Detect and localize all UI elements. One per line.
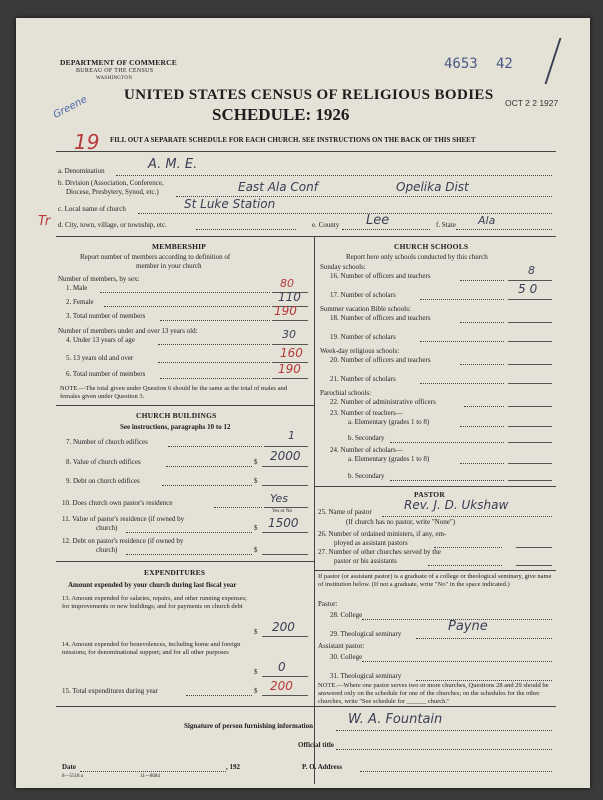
division-value[interactable]: East Ala Conf xyxy=(238,180,318,194)
parochial-schools-label: Parochial schools: xyxy=(320,389,372,397)
q27-label: 27. Number of other churches served by the xyxy=(318,548,441,556)
q4-value[interactable]: 30 xyxy=(282,328,296,341)
denomination-label: a. Denomination xyxy=(58,167,105,175)
sunday-schools-label: Sunday schools: xyxy=(320,263,366,271)
instruction-line: FILL OUT A SEPARATE SCHEDULE FOR EACH CHURCH. SEE INSTRUCTIONS ON THE BACK OF THIS SHEET xyxy=(110,136,476,144)
county-value[interactable]: Lee xyxy=(366,213,390,228)
expenditures-heading: EXPENDITURES xyxy=(144,568,206,577)
q18-label: 18. Number of officers and teachers xyxy=(330,314,431,322)
date-year: , 192 xyxy=(226,763,240,771)
q13-dollar: $ xyxy=(254,628,258,636)
schools-heading: CHURCH SCHOOLS xyxy=(394,242,469,251)
schedule-title: SCHEDULE: 1926 xyxy=(212,105,350,124)
membership-sub2: member in your church xyxy=(136,262,202,270)
q11-label-cont: church) xyxy=(96,524,118,532)
q15-label: 15. Total expenditures during year xyxy=(62,687,158,695)
date-label: Date xyxy=(62,763,76,771)
assistant-pastor-sublabel: Assistant pastor: xyxy=(318,642,365,650)
q16-value[interactable]: 8 xyxy=(528,264,535,277)
bureau-label: BUREAU OF THE CENSUS xyxy=(76,68,154,74)
denomination-value[interactable]: A. M. E. xyxy=(148,157,198,172)
q17-value[interactable]: 50 xyxy=(518,282,542,296)
q2-label: 2. Female xyxy=(66,298,94,306)
received-date-stamp: OCT 2 2 1927 xyxy=(505,98,559,108)
q13-value[interactable]: 200 xyxy=(272,620,295,634)
membership-sub1: Report number of members according to definition of xyxy=(80,253,231,261)
membership-intro: Number of members, by sex: xyxy=(58,275,140,283)
q23b-label: b. Secondary xyxy=(348,434,385,442)
signature-label: Signature of person furnishing information xyxy=(184,722,313,730)
q15-dollar: $ xyxy=(254,687,258,695)
q7-value[interactable]: 1 xyxy=(288,429,295,442)
q25-value[interactable]: Rev. J. D. Ukshaw xyxy=(404,498,509,512)
weekday-schools-label: Week-day religious schools: xyxy=(320,347,400,355)
print-number: 11—8684 xyxy=(140,774,160,779)
q24b-label: b. Secondary xyxy=(348,472,385,480)
q11-label: 11. Value of pastor's residence (if owned by xyxy=(62,515,185,523)
q26-label: 26. Number of ordained ministers, if any, em- xyxy=(318,530,447,538)
q17-label: 17. Number of scholars xyxy=(330,291,396,299)
q9-label: 9. Debt on church edifices xyxy=(66,477,140,485)
q29-value[interactable]: Payne xyxy=(448,619,488,634)
q14-label: 14. Amount expended for benevolences, including home and foreign missions; for denominational support; and for all other purposes xyxy=(62,641,241,656)
city-label: WASHINGTON xyxy=(96,76,133,81)
q12-label-cont: church) xyxy=(96,546,118,554)
q15-value[interactable]: 200 xyxy=(270,679,293,693)
q6-label: 6. Total number of members xyxy=(66,370,146,378)
check-mark xyxy=(527,38,562,84)
q11-value[interactable]: 1500 xyxy=(268,516,299,530)
q1-label: 1. Male xyxy=(66,284,88,292)
po-address-label: P. O. Address xyxy=(302,763,343,771)
division-label-cont: Diocese, Presbytery, Synod, etc.) xyxy=(66,188,159,196)
local-name-label: c. Local name of church xyxy=(58,205,126,213)
stamp-suffix: 42 xyxy=(496,56,513,72)
q14-value[interactable]: 0 xyxy=(278,660,286,674)
q25-label: 25. Name of pastor xyxy=(318,508,372,516)
pastor-note: NOTE.—Where one pastor serves two or more churches, Questions 28 and 29 should be answered only on the schedule for one of the churches; on the schedules for the other churches, write "See schedule for ______ church." xyxy=(318,682,549,705)
county-label: e. County xyxy=(312,221,340,229)
q14-dollar: $ xyxy=(254,668,258,676)
q23a-label: a. Elementary (grades 1 to 8) xyxy=(348,418,430,426)
graduate-instruction: If pastor (or assistant pastor) is a graduate of a college or theological seminary, give name of institution below. (If not a graduate, write "No" in the space indicated.) xyxy=(318,573,552,588)
q20-label: 20. Number of officers and teachers xyxy=(330,356,431,364)
buildings-heading: CHURCH BUILDINGS xyxy=(136,411,217,420)
schools-sub: Report here only schools conducted by this church xyxy=(346,253,488,261)
pastor-sublabel: Pastor: xyxy=(318,600,338,608)
q19-label: 19. Number of scholars xyxy=(330,333,396,341)
pencil-note-19: 19 xyxy=(74,130,100,154)
q30-label: 30. College xyxy=(330,653,363,661)
q23-label: 23. Number of teachers— xyxy=(330,409,403,417)
q31-label: 31. Theological seminary xyxy=(330,672,402,680)
membership-intro2: Number of members under and over 13 years old: xyxy=(58,327,198,335)
membership-heading: MEMBERSHIP xyxy=(152,242,207,251)
state-value[interactable]: Ala xyxy=(478,214,496,227)
city-label: d. City, town, village, or township, etc. xyxy=(58,221,167,229)
yes-no-hint: Yes or No xyxy=(272,509,293,514)
pencil-note-greene: Greene xyxy=(51,94,90,121)
q2-value[interactable]: 110 xyxy=(278,290,301,304)
q1-value[interactable]: 80 xyxy=(280,277,294,290)
q8-dollar: $ xyxy=(254,458,258,466)
q16-label: 16. Number of officers and teachers xyxy=(330,272,431,280)
division-label: b. Division (Association, Conference, xyxy=(58,179,164,187)
q5-label: 5. 13 years old and over xyxy=(66,354,134,362)
q21-label: 21. Number of scholars xyxy=(330,375,396,383)
q7-label: 7. Number of church edifices xyxy=(66,438,148,446)
q3-label: 3. Total number of members xyxy=(66,312,146,320)
form-number: 8—5518 a xyxy=(62,774,83,779)
q5-value[interactable]: 160 xyxy=(280,346,303,360)
q24a-label: a. Elementary (grades 1 to 8) xyxy=(348,455,430,463)
pencil-note-tr: Tr xyxy=(38,214,51,229)
q22-label: 22. Number of administrative officers xyxy=(330,398,436,406)
buildings-sub: See instructions, paragraphs 10 to 12 xyxy=(120,423,231,431)
q11-dollar: $ xyxy=(254,524,258,532)
q10-value[interactable]: Yes xyxy=(270,492,289,505)
expenditures-sub: Amount expended by your church during last fiscal year xyxy=(68,581,237,589)
q25-note: (If church has no pastor, write "None") xyxy=(346,518,456,526)
q8-value[interactable]: 2000 xyxy=(270,449,301,463)
q12-label: 12. Debt on pastor's residence (if owned by xyxy=(62,537,184,545)
q9-dollar: $ xyxy=(254,477,258,485)
q12-dollar: $ xyxy=(254,546,258,554)
q28-label: 28. College xyxy=(330,611,363,619)
q27-label-cont: pastor or his assistants xyxy=(334,557,397,565)
pastor-heading: PASTOR xyxy=(414,490,445,499)
q26-label-cont: ployed as assistant pastors xyxy=(334,539,408,547)
q6-value[interactable]: 190 xyxy=(278,362,301,376)
official-title-label: Official title xyxy=(298,741,334,749)
signature-value[interactable]: W. A. Fountain xyxy=(348,712,443,727)
stamp-number: 4653 xyxy=(444,56,478,72)
summer-schools-label: Summer vacation Bible schools: xyxy=(320,305,411,313)
census-schedule-sheet xyxy=(16,18,590,788)
q3-value[interactable]: 190 xyxy=(274,304,297,318)
q4-label: 4. Under 13 years of age xyxy=(66,336,135,344)
q8-label: 8. Value of church edifices xyxy=(66,458,141,466)
state-label: f. State xyxy=(436,221,456,229)
q10-label: 10. Does church own pastor's residence xyxy=(62,499,173,507)
q29-label: 29. Theological seminary xyxy=(330,630,402,638)
q24-label: 24. Number of scholars— xyxy=(330,446,403,454)
district-value[interactable]: Opelika Dist xyxy=(396,180,469,194)
form-title: UNITED STATES CENSUS OF RELIGIOUS BODIES xyxy=(124,87,494,103)
department-label: DEPARTMENT OF COMMERCE xyxy=(60,58,177,67)
local-name-value[interactable]: St Luke Station xyxy=(184,197,276,211)
q13-label: 13. Amount expended for salaries, repairs, and other running expenses; for improvements or new buildings; and for payments on church debt xyxy=(62,595,247,610)
membership-note: NOTE.—The total given under Question 6 should be the same as the total of males and females given under Question 3. xyxy=(60,385,288,400)
